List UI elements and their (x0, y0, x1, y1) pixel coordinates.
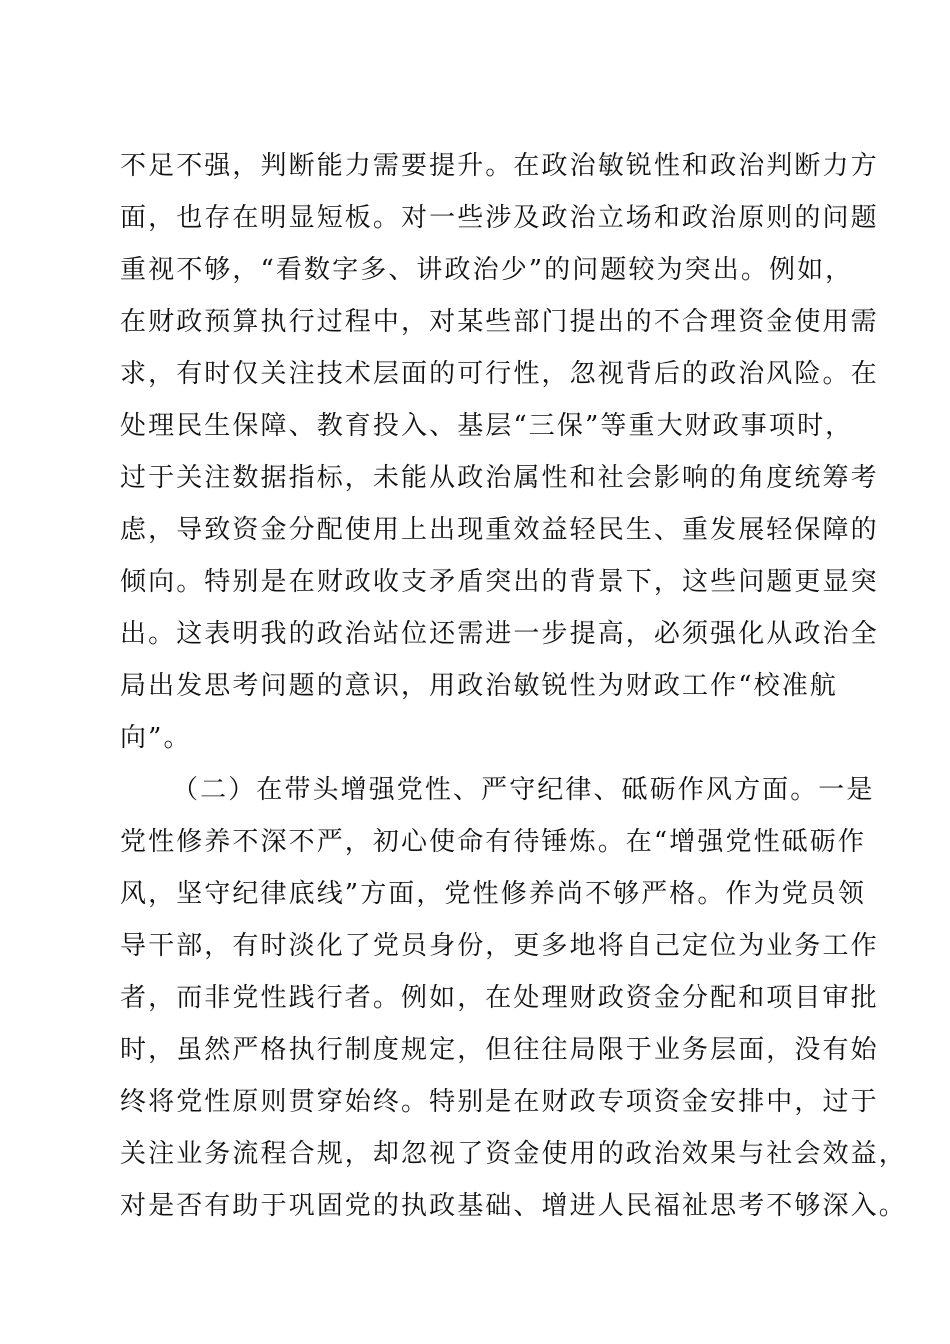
paragraph-line: 过于关注数据指标，未能从政治属性和社会影响的角度统筹考 (120, 463, 879, 493)
paragraph-line: 在财政预算执行过程中，对某些部门提出的不合理资金使用需 (120, 307, 879, 337)
paragraph-line: 面，也存在明显短板。对一些涉及政治立场和政治原则的问题 (120, 203, 879, 233)
paragraph-line: 局出发思考问题的意识，用政治敏锐性为财政工作“校准航 (120, 671, 838, 701)
paragraph-line: 关注业务流程合规，却忽视了资金使用的政治效果与社会效益， (120, 1139, 907, 1169)
paragraph-line: 导干部，有时淡化了党员身份，更多地将自己定位为业务工作 (120, 931, 879, 961)
paragraph-line: 出。这表明我的政治站位还需进一步提高，必须强化从政治全 (120, 619, 879, 649)
paragraph-line: 求，有时仅关注技术层面的可行性，忽视背后的政治风险。在 (120, 359, 879, 389)
paragraph-line: 终将党性原则贯穿始终。特别是在财政专项资金安排中，过于 (120, 1087, 879, 1117)
paragraph-line: 重视不够，“看数字多、讲政治少”的问题较为突出。例如， (120, 255, 854, 285)
paragraph-line: 处理民生保障、教育投入、基层“三保”等重大财政事项时， (120, 411, 854, 441)
paragraph-line: 时，虽然严格执行制度规定，但往往局限于业务层面，没有始 (120, 1035, 879, 1065)
paragraph-line: 不足不强，判断能力需要提升。在政治敏锐性和政治判断力方 (120, 151, 879, 181)
paragraph-line: 倾向。特别是在财政收支矛盾突出的背景下，这些问题更显突 (120, 567, 879, 597)
paragraph-line: 风，坚守纪律底线”方面，党性修养尚不够严格。作为党员领 (120, 879, 866, 909)
paragraph-line: 虑，导致资金分配使用上出现重效益轻民生、重发展轻保障的 (120, 515, 879, 545)
section-heading-line: （二）在带头增强党性、严守纪律、砥砺作风方面。一是 (172, 775, 875, 805)
paragraph-line: 对是否有助于巩固党的执政基础、增进人民福祉思考不够深入。 (120, 1191, 907, 1221)
paragraph-line: 向”。 (120, 723, 192, 753)
paragraph-line: 者，而非党性践行者。例如，在处理财政资金分配和项目审批 (120, 983, 879, 1013)
paragraph-line: 党性修养不深不严，初心使命有待锤炼。在“增强党性砥砺作 (120, 827, 866, 857)
